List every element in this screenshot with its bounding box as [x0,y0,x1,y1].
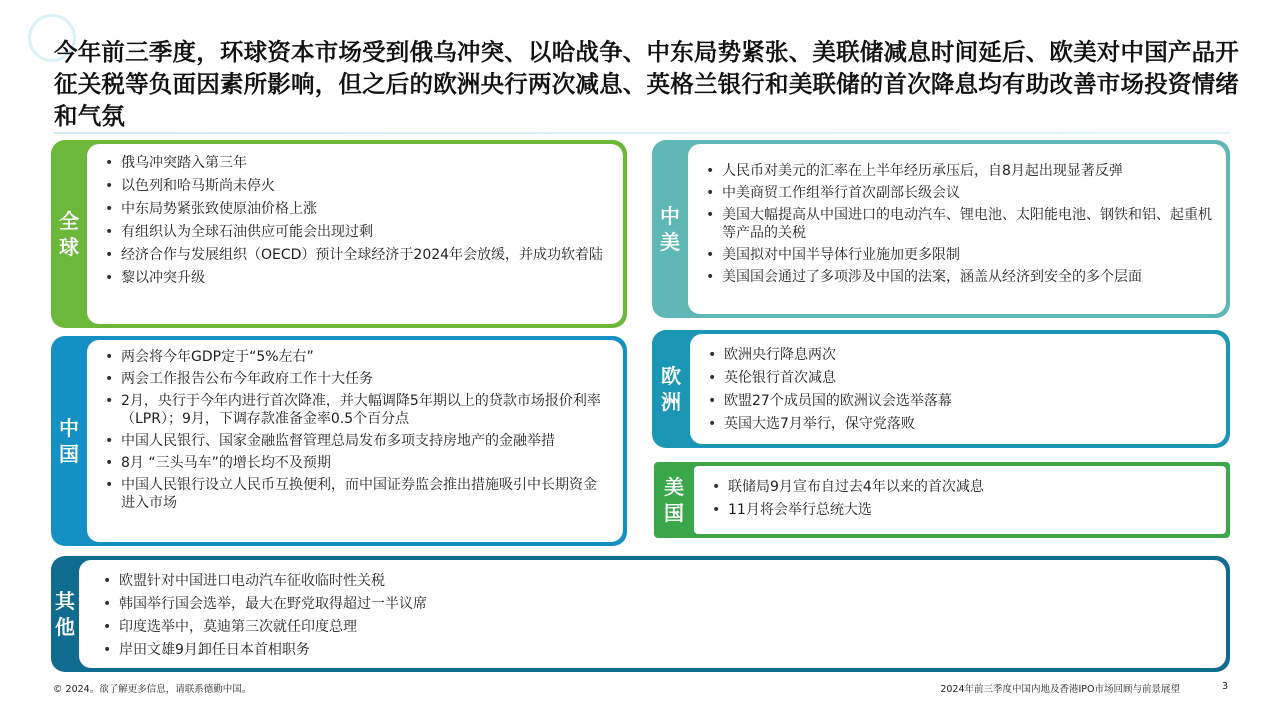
list-item: • 韩国举行国会选举，最大在野党取得超过一半议席 [101,595,1212,613]
section-sino-us-label [652,140,688,318]
list-item: • 中东局势紧张致使原油价格上涨 [103,200,609,218]
section-us-label [654,462,694,538]
section-china [51,336,627,546]
section-china-content [87,340,623,542]
label-char: 中 [59,416,79,440]
page-title: 今年前三季度，环球资本市场受到俄乌冲突、以哈战争、中东局势紧张、美联储减息时间延后、欧美对中国产品开征关税等负面因素所影响，但之后的欧洲央行两次减息、英格兰银行和美联储的首次降息均有助改善市场投资情绪和气氛 [54,38,1239,130]
section-global [51,140,627,328]
list-item: • 岸田文雄9月卸任日本首相职务 [101,641,1212,659]
list-item: • 联储局9月宣布自过去4年以来的首次减息 [710,478,1212,496]
list-item: • 英国大选7月举行，保守党落败 [706,415,1212,433]
list-item: • 经济合作与发展组织（OECD）预计全球经济于2024年会放缓，并成功软着陆 [103,246,609,264]
list-item: • 两会将今年GDP定于“5%左右” [103,348,609,366]
bullet-list [706,346,1212,433]
section-other-label [51,556,79,672]
label-char: 球 [59,235,79,259]
section-sino-us-content [688,144,1226,314]
list-item: • 英伦银行首次减息 [706,369,1212,387]
list-item: • 2月，央行于今年内进行首次降准，并大幅调降5年期以上的贷款市场报价利率（LPR）；9月，下调存款准备金率0.5个百分点 [103,392,609,428]
bullet-list [103,154,609,287]
label-char: 中 [660,204,680,228]
list-item: • 人民币对美元的汇率在上半年经历承压后，自8月起出现显著反弹 [704,162,1212,180]
list-item: • 欧洲央行降息两次 [706,346,1212,364]
label-char: 其 [55,589,75,613]
bullet-list [101,572,1212,659]
list-item: • 两会工作报告公布今年政府工作十大任务 [103,370,609,388]
label-char: 国 [59,442,79,466]
section-europe [652,330,1230,448]
footer-report-title: 2024年前三季度中国内地及香港IPO市场回顾与前景展望 [940,684,1180,695]
list-item: • 以色列和哈马斯尚未停火 [103,177,609,195]
section-china-label [51,336,87,546]
label-char: 国 [664,501,684,525]
list-item: • 8月 “三头马车”的增长均不及预期 [103,454,609,472]
bullet-list [103,348,609,512]
section-europe-label [652,330,690,448]
label-char: 美 [660,230,680,254]
list-item: • 欧盟针对中国进口电动汽车征收临时性关税 [101,572,1212,590]
footer-copyright: © 2024。欲了解更多信息，请联系德勤中国。 [53,684,252,695]
list-item: • 欧盟27个成员国的欧洲议会选举落幕 [706,392,1212,410]
label-char: 他 [55,615,75,639]
label-char: 美 [664,475,684,499]
title-divider [54,132,1230,134]
list-item: • 有组织认为全球石油供应可能会出现过剩 [103,223,609,241]
bullet-list [704,162,1212,286]
list-item: • 中国人民银行设立人民币互换便利，而中国证券监会推出措施吸引中长期资金进入市场 [103,476,609,512]
section-us-content [694,466,1226,534]
list-item: • 中国人民银行、国家金融监督管理总局发布多项支持房地产的金融举措 [103,432,609,450]
page-number: 3 [1221,681,1228,692]
section-global-content [87,144,623,324]
section-sino-us [652,140,1230,318]
label-char: 全 [59,209,79,233]
section-other [51,556,1230,672]
label-char: 洲 [661,390,681,414]
list-item: • 俄乌冲突踏入第三年 [103,154,609,172]
list-item: • 中美商贸工作组举行首次副部长级会议 [704,184,1212,202]
bullet-list [710,478,1212,519]
section-us [654,462,1230,538]
section-other-content [79,560,1226,668]
list-item: • 印度选举中，莫迪第三次就任印度总理 [101,618,1212,636]
list-item: • 美国国会通过了多项涉及中国的法案，涵盖从经济到安全的多个层面 [704,268,1212,286]
list-item: • 黎以冲突升级 [103,269,609,287]
list-item: • 11月将会举行总统大选 [710,501,1212,519]
list-item: • 美国拟对中国半导体行业施加更多限制 [704,246,1212,264]
section-global-label [51,140,87,328]
label-char: 欧 [661,364,681,388]
list-item: • 美国大幅提高从中国进口的电动汽车、锂电池、太阳能电池、钢铁和铝、起重机等产品的关税 [704,206,1212,242]
section-europe-content [690,334,1226,444]
